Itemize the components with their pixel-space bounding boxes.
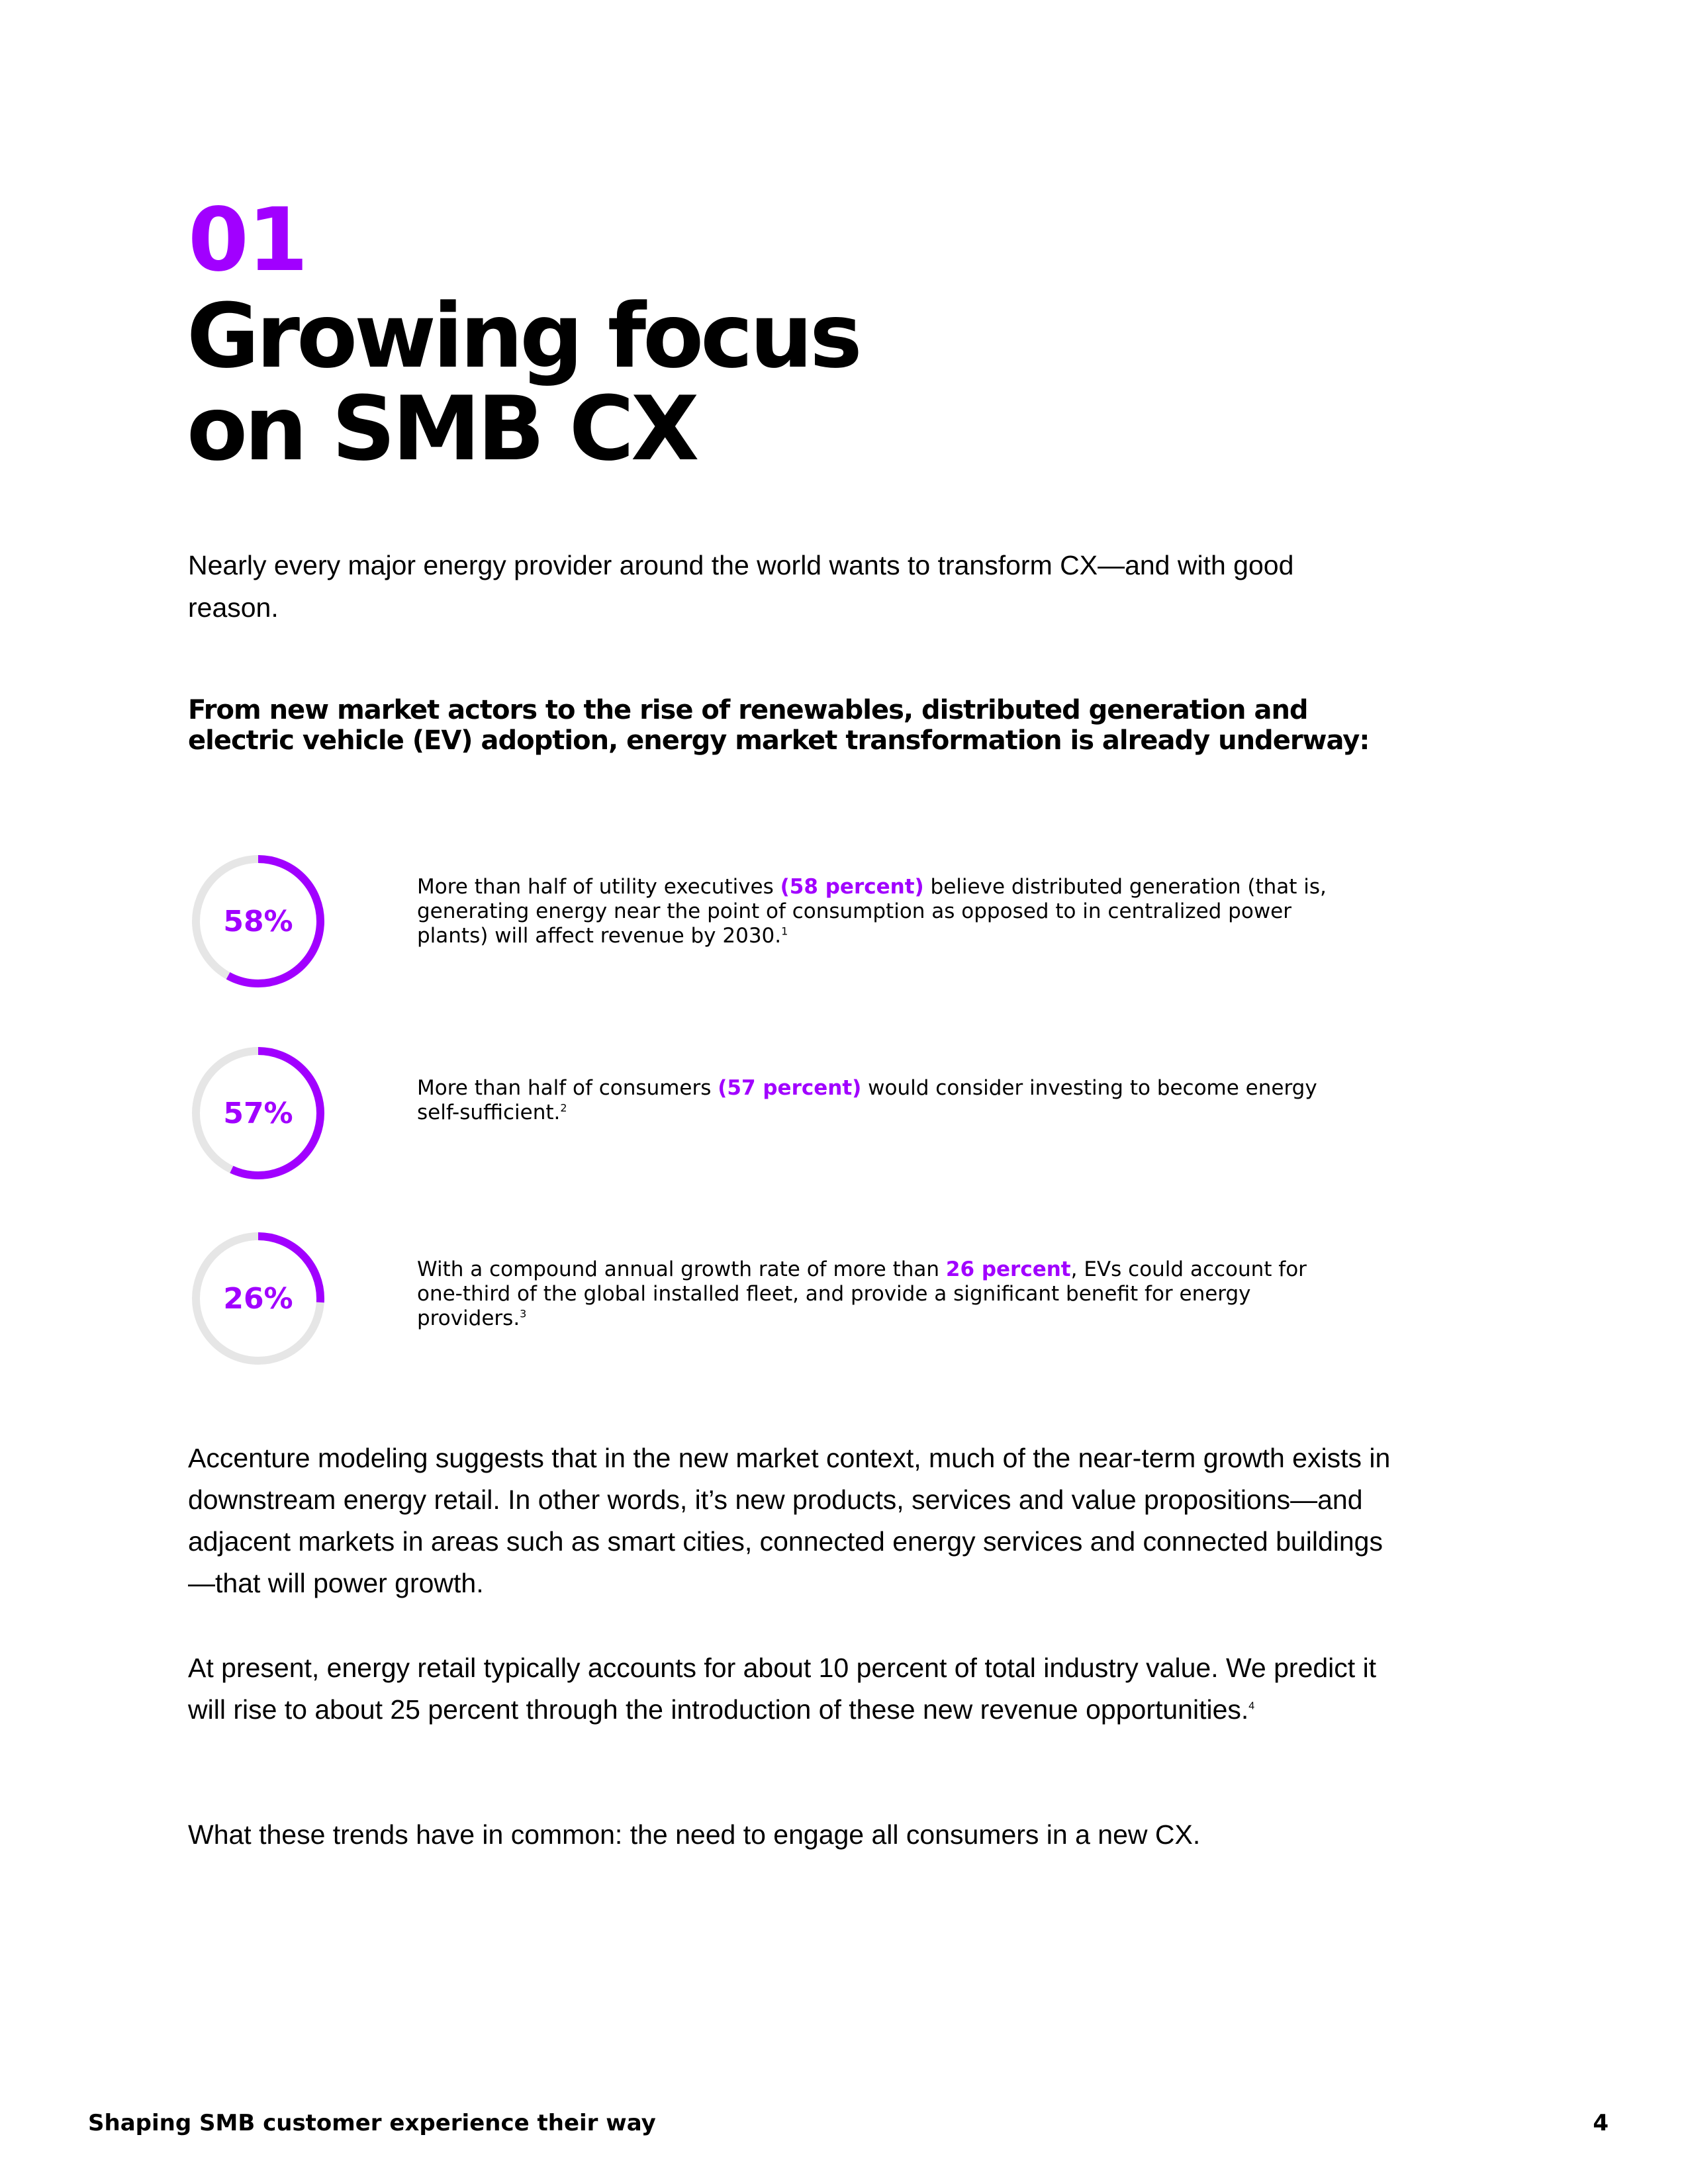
footnote-ref: 1 xyxy=(781,925,788,938)
stat-description: More than half of consumers (57 percent) would consider investing to become energy self-sufficient.$^2$ xyxy=(417,1076,1317,1124)
page-title xyxy=(187,285,1180,480)
body-paragraph: Accenture modeling suggests that in the new market context, much of the near-term growth exists in downstream energy retail. In other words, it’s new products, services and value propositions—and adjacent markets in areas such as smart cities, connected energy services and connected buildings—that will power growth. xyxy=(188,1443,1391,1598)
footnote-ref: 2 xyxy=(560,1101,567,1115)
stat-description: More than half of utility executives (58 percent) believe distributed generation (that is, generating energy near the point of consumption as opposed to in centralized power plants) will affect revenue by 2030.$^1$ xyxy=(417,875,1327,948)
page-number: 4 xyxy=(1593,2110,1609,2136)
title-line-1: Growing focus xyxy=(187,285,859,388)
stat-description: With a compound annual growth rate of more than 26 percent, EVs could account for one-third of the global installed fleet, and provide a significant benefit for energy providers.$^3$ xyxy=(417,1257,1307,1330)
stat-highlight: (57 percent) xyxy=(718,1076,862,1100)
stat-value: 57% xyxy=(223,1096,293,1130)
stat-item xyxy=(185,848,1443,994)
stat-highlight: 26 percent xyxy=(945,1257,1071,1281)
footnote-ref: 3 xyxy=(520,1307,527,1320)
lead-paragraph: From new market actors to the rise of renewables, distributed generation and electric vehicle (EV) adoption, energy market transformation is already underway: xyxy=(188,695,1370,756)
body-paragraph: What these trends have in common: the need to engage all consumers in a new CX. xyxy=(188,1819,1201,1850)
stat-value: 26% xyxy=(223,1281,293,1316)
section-number: 01 xyxy=(188,189,307,291)
stat-item xyxy=(185,1040,1443,1186)
stat-item xyxy=(185,1226,1443,1371)
intro-paragraph: Nearly every major energy provider around the world wants to transform CX—and with good reason. xyxy=(188,550,1294,623)
footer-title: Shaping SMB customer experience their way xyxy=(88,2110,656,2136)
title-line-2: on SMB CX xyxy=(187,377,696,480)
stat-highlight: (58 percent) xyxy=(780,875,924,899)
stat-value: 58% xyxy=(223,904,293,938)
footnote-ref: 4 xyxy=(1248,1700,1255,1712)
body-paragraph: At present, energy retail typically accounts for about 10 percent of total industry value. We predict it will rise to about 25 percent through the introduction of these new revenue opportunities.$^4$ xyxy=(188,1653,1377,1725)
